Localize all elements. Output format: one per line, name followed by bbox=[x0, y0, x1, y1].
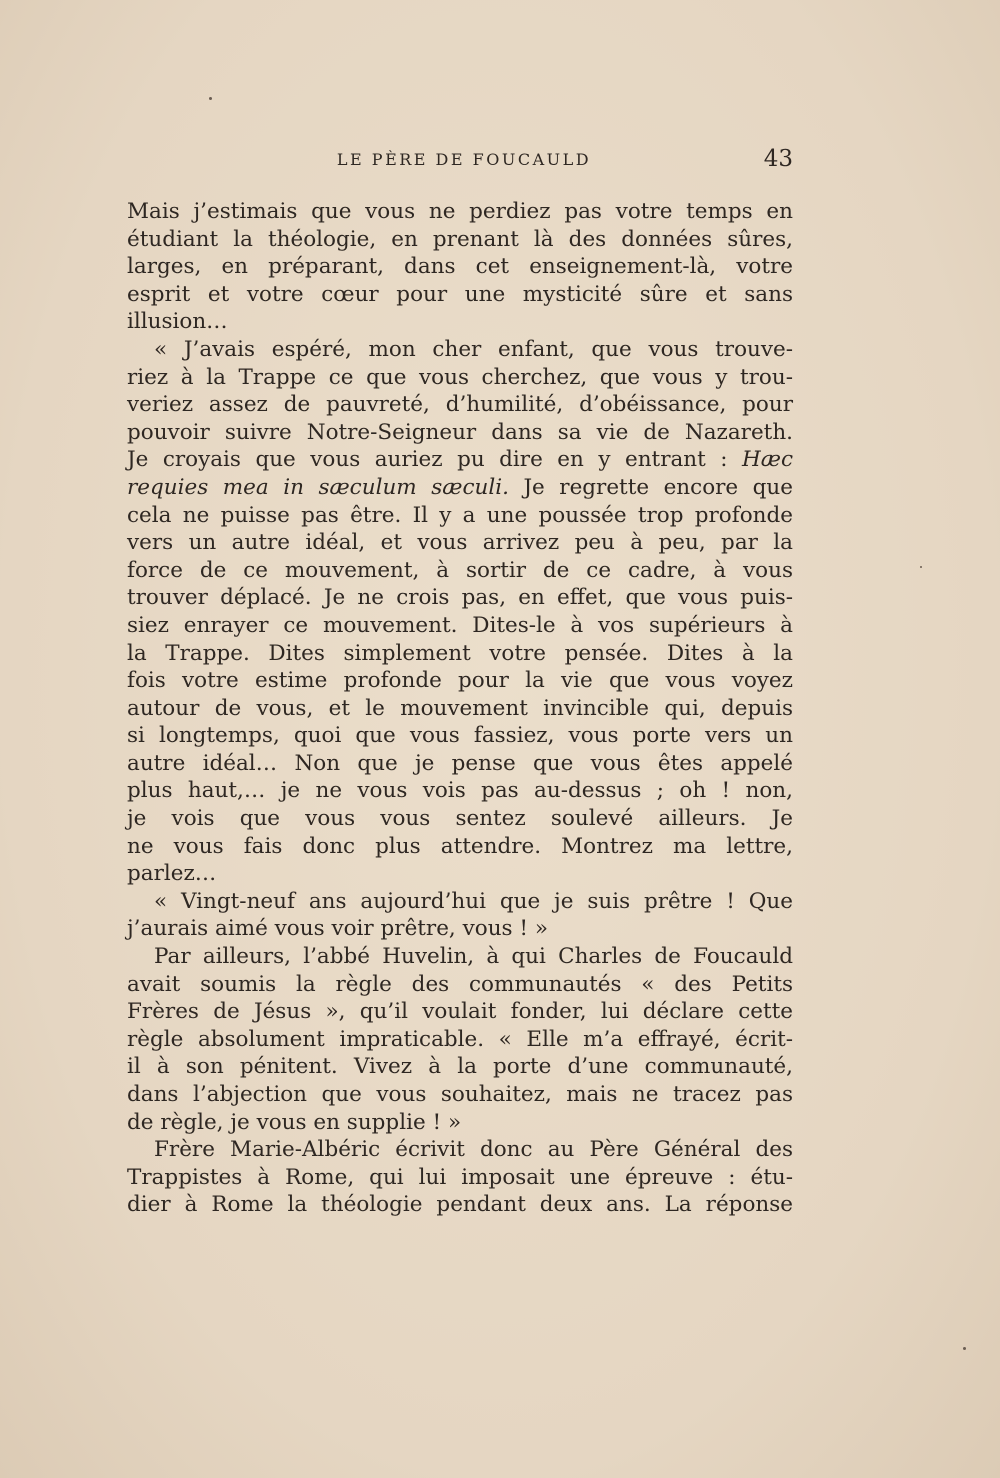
line-text: siez enrayer ce mouvement. Dites-le à vos supérieurs à bbox=[127, 612, 793, 638]
line-text: illusion… bbox=[127, 309, 228, 335]
text-line bbox=[127, 336, 793, 364]
text-line bbox=[127, 860, 793, 888]
line-text: ne vous fais donc plus attendre. Montrez ma lettre, bbox=[127, 833, 793, 859]
line-text: « Vingt-neuf ans aujourd’hui que je suis prêtre ! Que bbox=[154, 888, 793, 914]
ink-speck bbox=[920, 566, 922, 568]
line-text: autour de vous, et le mouvement invincible qui, depuis bbox=[127, 695, 793, 721]
line-text: trouver déplacé. Je ne crois pas, en effet, que vous puis- bbox=[127, 585, 793, 611]
text-line bbox=[127, 253, 793, 281]
text-line bbox=[127, 612, 793, 640]
line-text: plus haut,… je ne vous vois pas au-dessus ; oh ! non, bbox=[127, 778, 793, 804]
line-text: vers un autre idéal, et vous arrivez peu à peu, par la bbox=[127, 530, 793, 556]
text-line bbox=[127, 419, 793, 447]
italic-text: Hæc bbox=[742, 447, 793, 473]
text-line bbox=[127, 777, 793, 805]
line-text: esprit et votre cœur pour une mysticité sûre et sans bbox=[127, 281, 793, 307]
text-line bbox=[127, 695, 793, 723]
line-text: pouvoir suivre Notre-Seigneur dans sa vie de Nazareth. bbox=[127, 419, 793, 445]
line-text: riez à la Trappe ce que vous cherchez, que vous y trou- bbox=[127, 364, 793, 390]
text-line bbox=[127, 722, 793, 750]
line-text: Je croyais que vous auriez pu dire en y entrant : bbox=[127, 447, 742, 473]
text-line bbox=[127, 750, 793, 778]
line-text: « J’avais espéré, mon cher enfant, que vous trouve- bbox=[154, 336, 793, 362]
line-text: Je regrette encore que bbox=[508, 474, 793, 500]
text-line bbox=[127, 1109, 793, 1137]
page-number: 43 bbox=[763, 146, 793, 172]
line-text: avait soumis la règle des communautés « des Petits bbox=[127, 971, 793, 997]
line-text: autre idéal… Non que je pense que vous êtes appelé bbox=[127, 750, 793, 776]
line-text: dans l’abjection que vous souhaitez, mais ne tracez pas bbox=[127, 1082, 793, 1107]
text-line bbox=[127, 474, 793, 502]
text-line bbox=[127, 640, 793, 668]
line-text: larges, en préparant, dans cet enseignement-là, votre bbox=[127, 254, 793, 280]
text-line bbox=[127, 888, 793, 916]
text-line bbox=[127, 1053, 793, 1081]
line-text: parlez… bbox=[127, 861, 217, 887]
text-line bbox=[127, 364, 793, 392]
line-text: je vois que vous vous sentez soulevé ailleurs. Je bbox=[127, 806, 793, 832]
text-line bbox=[127, 446, 793, 474]
text-line bbox=[127, 998, 793, 1026]
line-text: Mais j’estimais que vous ne perdiez pas votre temps en bbox=[127, 199, 793, 224]
text-line bbox=[127, 391, 793, 419]
text-line bbox=[127, 502, 793, 530]
line-text: la Trappe. Dites simplement votre pensée. Dites à la bbox=[127, 640, 793, 666]
line-text: de règle, je vous en supplie ! » bbox=[127, 1109, 462, 1135]
text-line bbox=[127, 308, 793, 336]
line-text: il à son pénitent. Vivez à la porte d’une communauté, bbox=[127, 1054, 793, 1080]
text-line bbox=[127, 1191, 793, 1219]
line-text: Frère Marie-Albéric écrivit donc au Père Général des bbox=[154, 1137, 793, 1163]
text-line bbox=[127, 805, 793, 833]
line-text: veriez assez de pauvreté, d’humilité, d’obéissance, pour bbox=[127, 392, 793, 418]
text-line bbox=[127, 1164, 793, 1192]
text-line bbox=[127, 226, 793, 254]
line-text: j’aurais aimé vous voir prêtre, vous ! » bbox=[127, 916, 549, 942]
ink-speck bbox=[963, 1347, 966, 1350]
running-title: LE PÈRE DE FOUCAULD bbox=[336, 150, 592, 169]
line-text: cela ne puisse pas être. Il y a une poussée trop profonde bbox=[127, 502, 793, 528]
text-line bbox=[127, 667, 793, 695]
text-line bbox=[127, 557, 793, 585]
italic-text: requies mea in sæculum sæculi. bbox=[127, 474, 509, 500]
line-text: Trappistes à Rome, qui lui imposait une épreuve : étu- bbox=[127, 1164, 793, 1190]
line-text: si longtemps, quoi que vous fassiez, vous porte vers un bbox=[127, 723, 793, 749]
text-line bbox=[127, 833, 793, 861]
text-line bbox=[127, 915, 793, 943]
body-text bbox=[127, 198, 793, 1219]
line-text: Par ailleurs, l’abbé Huvelin, à qui Charles de Foucauld bbox=[154, 944, 793, 970]
text-line bbox=[127, 198, 793, 226]
text-line bbox=[127, 281, 793, 309]
text-line bbox=[127, 971, 793, 999]
line-text: étudiant la théologie, en prenant là des données sûres, bbox=[127, 226, 793, 252]
line-text: règle absolument impraticable. « Elle m’a effrayé, écrit- bbox=[127, 1026, 793, 1052]
running-header bbox=[127, 146, 793, 180]
line-text: dier à Rome la théologie pendant deux ans. La réponse bbox=[127, 1192, 793, 1218]
text-line bbox=[127, 943, 793, 971]
text-line bbox=[127, 529, 793, 557]
text-line bbox=[127, 1136, 793, 1164]
ink-speck bbox=[209, 97, 212, 100]
text-line bbox=[127, 1026, 793, 1054]
text-line bbox=[127, 1081, 793, 1109]
text-line bbox=[127, 584, 793, 612]
line-text: fois votre estime profonde pour la vie que vous voyez bbox=[127, 668, 793, 694]
line-text: force de ce mouvement, à sortir de ce cadre, à vous bbox=[127, 557, 793, 583]
line-text: Frères de Jésus », qu’il voulait fonder, lui déclare cette bbox=[127, 999, 793, 1025]
